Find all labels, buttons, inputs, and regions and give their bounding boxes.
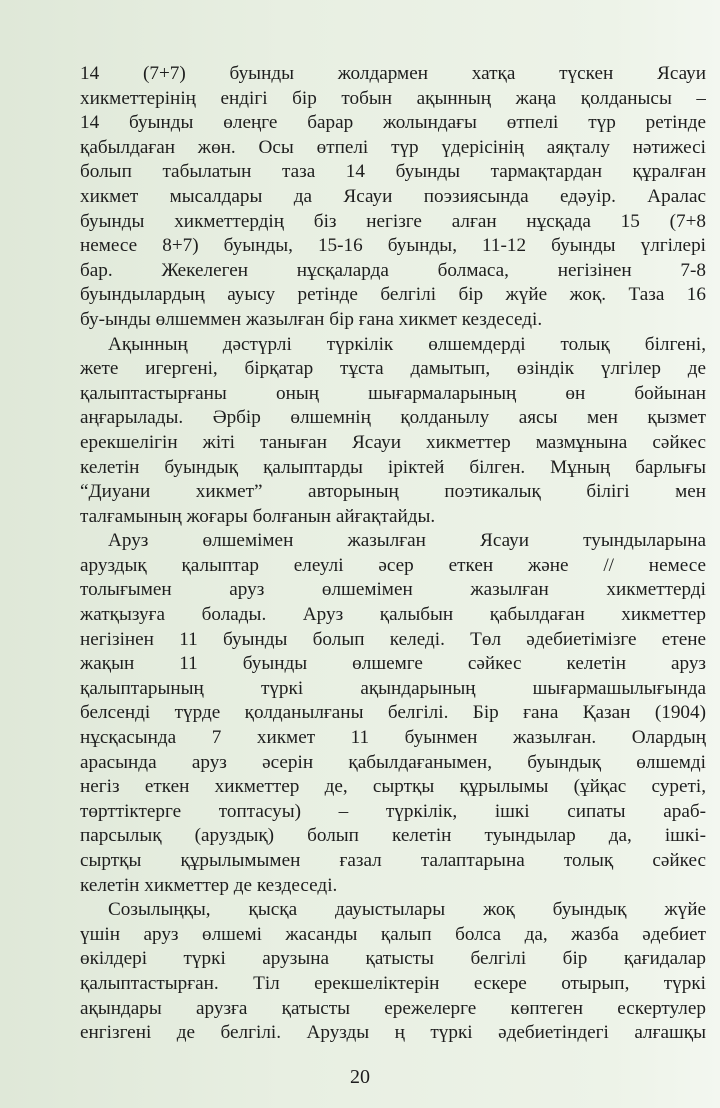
page-body-text [80,62,706,1046]
text-line: хикметтерінің ендігі бір тобын ақынның жаңа қолданысы – [80,87,706,109]
text-line: қалыптарының түркі ақындарының шығармашылығында [80,677,706,699]
paragraph [80,62,706,333]
text-line: ерекшелігін жіті таныған Ясауи хикметтер мазмұнына сәйкес [80,431,706,453]
text-line: нұсқасында 7 хикмет 11 буынмен жазылған. Олардың [80,727,706,749]
text-line: белсенді түрде қолданылғаны белгілі. Бір ғана Қазан (1904) [80,702,706,724]
text-line: Аруз өлшемімен жазылған Ясауи туындыларына [108,530,706,552]
text-line: жақын 11 буынды өлшемге сәйкес келетін аруз [80,653,706,675]
text-line: аңғарылады. Әрбір өлшемнің қолданылу аясы мен қызмет [80,407,706,429]
text-line: “Диуани хикмет” авторының поэтикалық білігі мен [80,481,706,503]
text-line: парсылық (аруздық) болып келетін туындылар да, ішкі- [80,825,706,847]
text-line: аруздық қалыптар елеулі әсер еткен және // немесе [80,554,706,576]
text-line: 14 буынды өлеңге барар жолындағы өтпелі түр ретінде [80,112,706,134]
text-line: қабылдаған жөн. Осы өтпелі түр үдерісінің аяқталу нәтижесі [80,136,706,158]
text-line: жатқызуға болады. Аруз қалыбын қабылдаған хикметтер [80,604,706,626]
paragraph [80,898,706,1046]
text-line: толығымен аруз өлшемімен жазылған хикметтерді [80,579,706,601]
text-line: жете игергені, бірқатар тұста дамытып, өзіндік үлгілер де [80,358,706,380]
text-line: Созылыңқы, қысқа дауыстылары жоқ буындық жүйе [108,899,706,921]
text-line: бу-ынды өлшеммен жазылған бір ғана хикмет кездеседі. [80,308,543,330]
text-line: хикмет мысалдары да Ясауи поэзиясында едәуір. Аралас [80,185,706,207]
text-line: негізінен 11 буынды болып келеді. Төл әдебиетімізге етене [80,628,706,650]
text-line: қалыптастырған. Тіл ерекшеліктерін ескере отырып, түркі [80,972,706,994]
text-line: немесе 8+7) буынды, 15-16 буынды, 11-12 буынды үлгілері [80,235,706,257]
text-line: сыртқы құрылымымен ғазал талаптарына толық сәйкес [80,850,706,871]
paragraph [80,529,706,898]
text-line: өкілдері түркі арузына қатысты белгілі бір қағидалар [80,948,706,970]
text-line: негіз еткен хикметтер де, сыртқы құрылымы (ұйқас суреті, [80,776,706,798]
text-line: үшін аруз өлшемі жасанды қалып болса да, жазба әдебиет [80,923,706,945]
text-line: буындылардың ауысу ретінде белгілі бір жүйе жоқ. Таза 16 [80,284,706,306]
text-line: енгізгені де белгілі. Арузды ң түркі әдебиетіндегі алғашқы [80,1022,706,1044]
text-line: қалыптастырғаны оның шығармаларының өн бойынан [80,382,706,404]
text-line: арасында аруз әсерін қабылдағанымен, буындық өлшемді [80,751,706,773]
text-line: талғамының жоғары болғанын айғақтайды. [80,505,436,527]
text-line: келетін хикметтер де кездеседі. [80,874,338,896]
text-line: ақындары арузға қатысты ережелерге көптеген ескертулер [80,997,706,1019]
text-line: буынды хикметтердің біз негізге алған нұсқада 15 (7+8 [80,210,706,232]
text-line: келетін буындық қалыптарды іріктей білген. Мұның барлығы [80,456,706,478]
text-line: бар. Жекелеген нұсқаларда болмаса, негізінен 7-8 [80,259,706,281]
text-line: 14 (7+7) буынды жолдармен хатқа түскен Ясауи [80,63,706,84]
text-line: болып табылатын таза 14 буынды тармақтардан құралған [80,161,706,183]
paragraph [80,333,706,530]
text-line: Ақынның дәстүрлі түркілік өлшемдерді толық білгені, [108,333,706,355]
text-line: төрттіктерге топтасуы) – түркілік, ішкі сипаты араб- [80,800,706,822]
page-number: 20 [350,1066,370,1088]
